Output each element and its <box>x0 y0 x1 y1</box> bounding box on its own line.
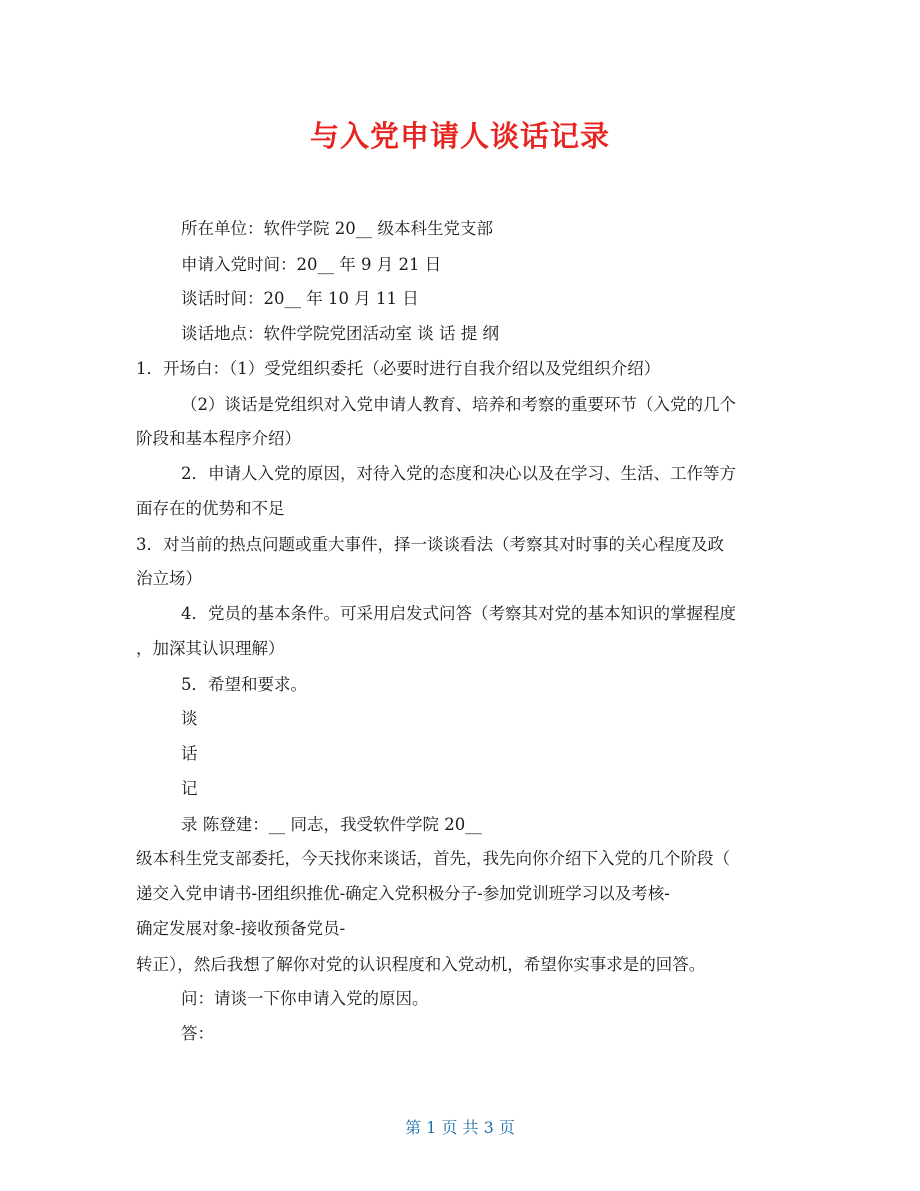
text-line: （2）谈话是党组织对入党申请人教育、培养和考察的重要环节（入党的几个 <box>181 395 736 414</box>
text-line: 1．开场白：（1）受党组织委托（必要时进行自我介绍以及党组织介绍） <box>136 359 661 378</box>
text-line: 问：请谈一下你申请入党的原因。 <box>181 989 429 1008</box>
text-line: 记 <box>181 779 198 798</box>
page-number-footer: 第 1 页 共 3 页 <box>405 1118 515 1137</box>
text-line: 面存在的优势和不足 <box>136 499 285 518</box>
text-line: 所在单位：软件学院 20__ 级本科生党支部 <box>181 219 493 238</box>
text-line: 4．党员的基本条件。可采用启发式问答（考察其对党的基本知识的掌握程度 <box>181 604 736 623</box>
text-line: 录 陈登建：__ 同志，我受软件学院 20__ <box>181 815 482 834</box>
text-line: 话 <box>181 744 198 763</box>
document-title: 与入党申请人谈话记录 <box>309 119 610 153</box>
text-line: 递交入党申请书-团组织推优-确定入党积极分子-参加党训班学习以及考核- <box>136 884 670 903</box>
text-line: 谈话时间：20__ 年 10 月 11 日 <box>181 289 419 308</box>
text-line: 级本科生党支部委托，今天找你来谈话，首先，我先向你介绍下入党的几个阶段（ <box>136 849 730 868</box>
text-line: ，加深其认识理解） <box>136 639 285 658</box>
text-line: 阶段和基本程序介绍） <box>136 429 301 448</box>
text-line: 2．申请人入党的原因，对待入党的态度和决心以及在学习、生活、工作等方 <box>181 464 736 483</box>
text-line: 申请入党时间：20__ 年 9 月 21 日 <box>181 255 442 274</box>
text-line: 治立场） <box>136 569 202 588</box>
text-line: 确定发展对象-接收预备党员- <box>136 919 346 938</box>
text-line: 谈 <box>181 709 198 728</box>
text-line: 转正），然后我想了解你对党的认识程度和入党动机，希望你实事求是的回答。 <box>136 955 706 974</box>
text-line: 答： <box>181 1024 214 1043</box>
text-line: 谈话地点：软件学院党团活动室 谈 话 提 纲 <box>181 324 499 343</box>
text-line: 3．对当前的热点问题或重大事件，择一谈谈看法（考察其对时事的关心程度及政 <box>136 535 724 554</box>
text-line: 5．希望和要求。 <box>181 675 307 694</box>
